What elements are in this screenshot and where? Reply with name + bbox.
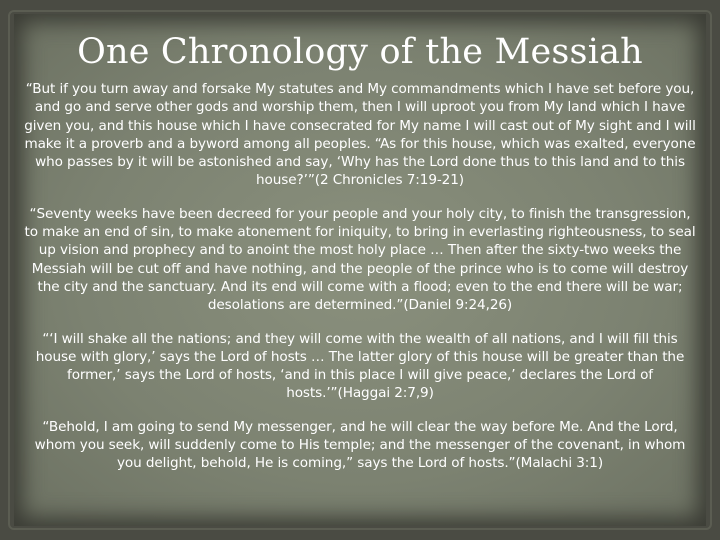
passage-malachi: “Behold, I am going to send My messenger, and he will clear the way before Me. And the Lord, whom you seek, will suddenly come to His temple; and the messenger of the covenant, in whom you delight, behold, He is coming,” says the Lord of hosts.”(Malachi 3:1) xyxy=(34,418,686,472)
slide-content xyxy=(24,30,696,526)
passage-daniel: “Seventy weeks have been decreed for your people and your holy city, to finish the transgression, to make an end of sin, to make atonement for iniquity, to bring in everlasting righteousness, to seal up vision and prophecy and to anoint the most holy place … Then after the sixty-two weeks the Messiah will be cut off and have nothing, and the people of the prince who is to come will destroy the city and the sanctuary. And its end will come with a flood; even to the end there will be war; desolations are determined.”(Daniel 9:24,26) xyxy=(24,205,696,314)
passage-2-chronicles: “But if you turn away and forsake My statutes and My commandments which I have set before you, and go and serve other gods and worship them, then I will uproot you from My land which I have given you, and this house which I have consecrated for My name I will cast out of My sight and I will make it a proverb and a byword among all peoples. “As for this house, which was exalted, everyone who passes by it will be astonished and say, ‘Why has the Lord done thus to this land and to this house?’”(2 Chronicles 7:19-21) xyxy=(24,81,696,189)
passage-haggai: “‘I will shake all the nations; and they will come with the wealth of all nations, and I will fill this house with glory,’ says the Lord of hosts … The latter glory of this house will be greater than the former,’ says the Lord of hosts, ‘and in this place I will give peace,’ declares the Lord of hosts.’”(Haggai 2:7,9) xyxy=(35,330,685,402)
slide-title: One Chronology of the Messiah xyxy=(77,32,643,72)
